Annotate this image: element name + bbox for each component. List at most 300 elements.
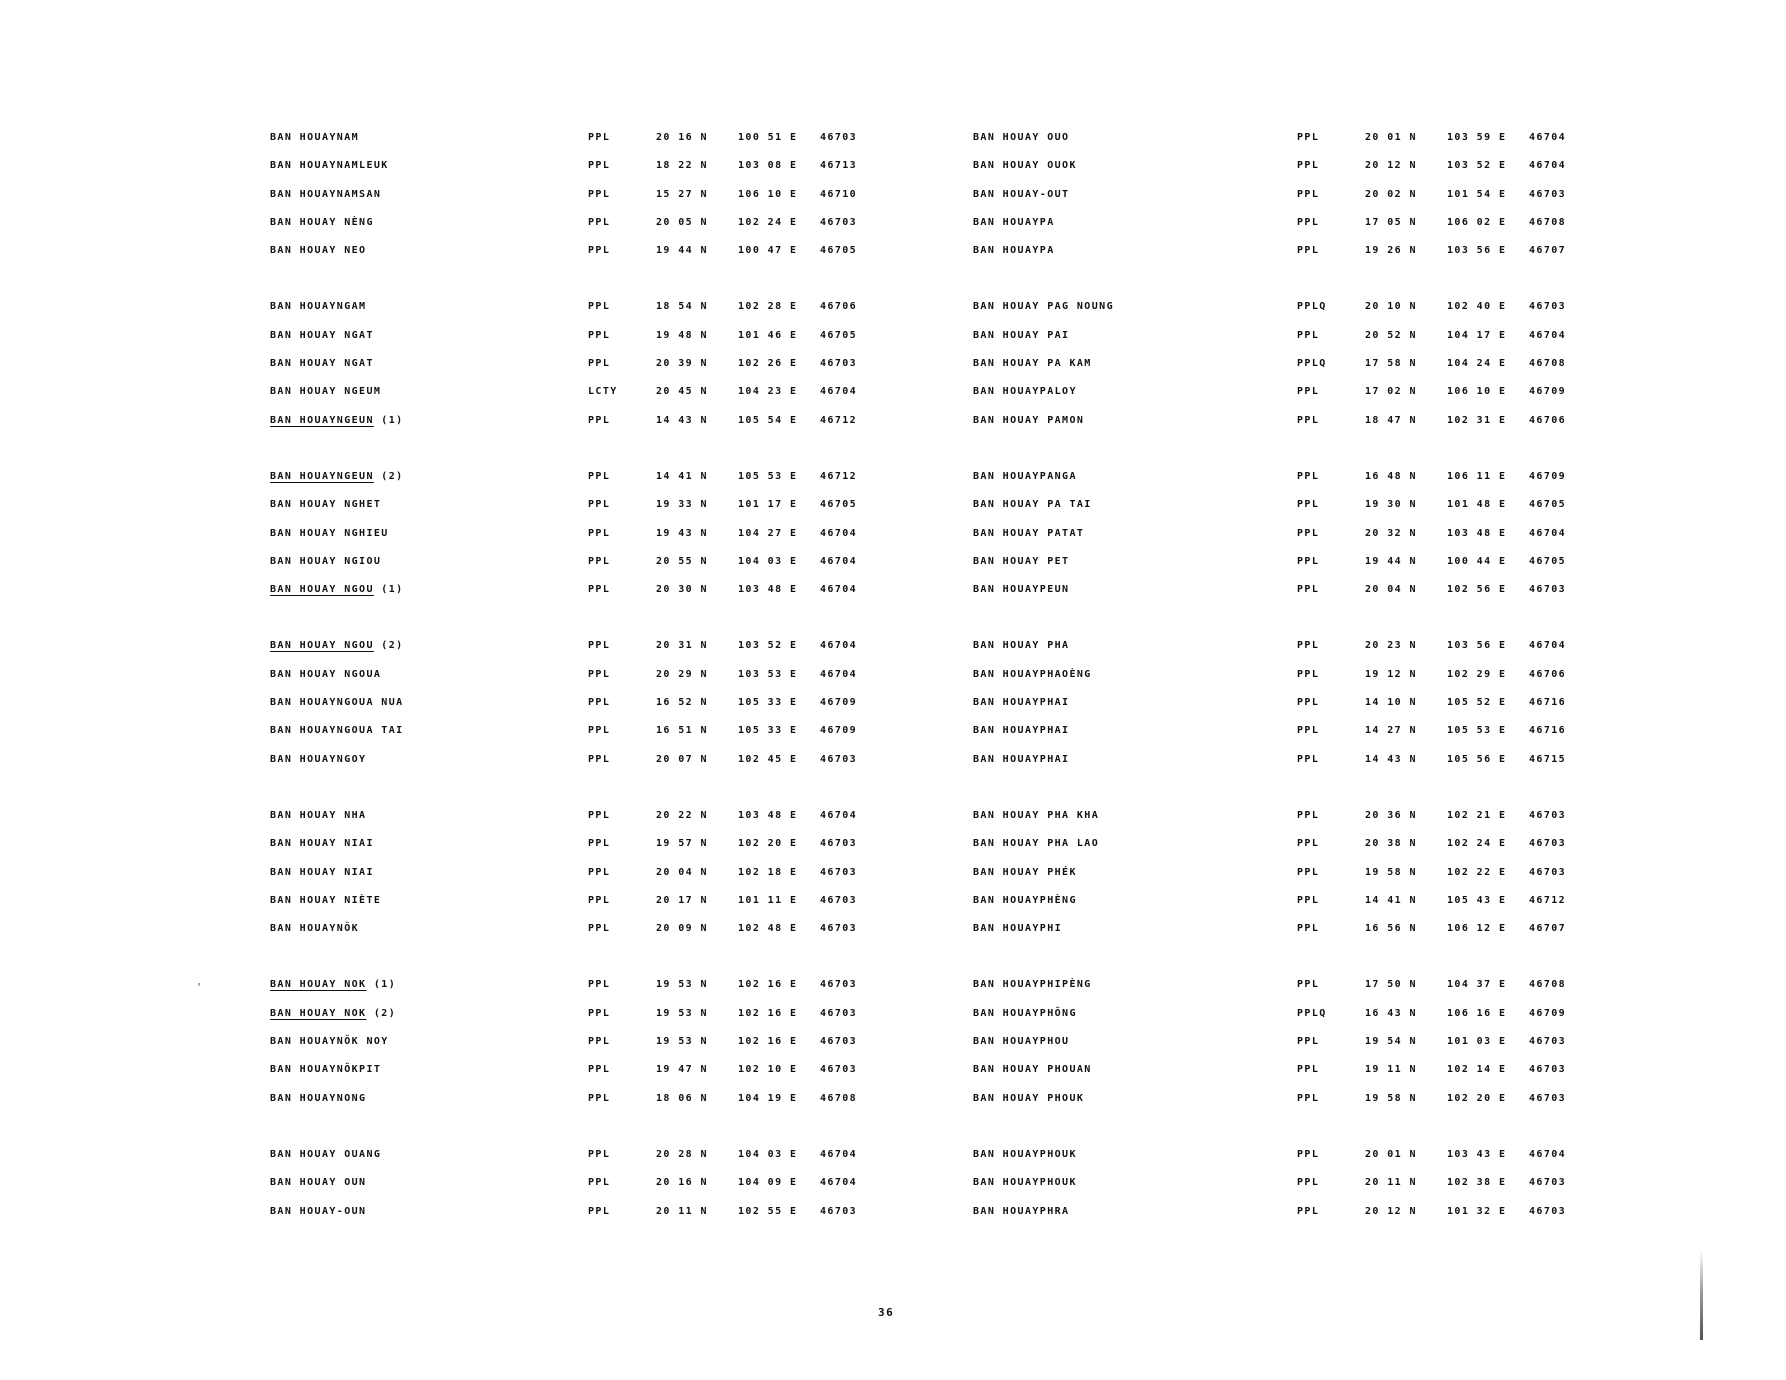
place-name (973, 979, 1092, 990)
gazetteer-entry (973, 354, 1673, 382)
place-name-text: BAN HOUAY PHA LAO (973, 838, 1100, 850)
place-name (973, 1177, 1077, 1188)
gazetteer-entry (270, 891, 970, 919)
map-sheet-code: 46703 (820, 838, 858, 850)
place-name-text: BAN HOUAYNÔKPIT (270, 1064, 382, 1076)
feature-type: PPL (1297, 527, 1320, 539)
place-name-text: BAN HOUAY OUOK (973, 160, 1077, 172)
place-name (973, 160, 1077, 171)
feature-type: PPL (1297, 555, 1320, 567)
place-name-text: BAN HOUAY NOK (270, 979, 367, 991)
gazetteer-entry (973, 1004, 1673, 1032)
place-name-text: BAN HOUAYPEUN (973, 584, 1070, 596)
map-sheet-code: 46705 (1529, 555, 1567, 567)
longitude: 103 53 E (738, 668, 798, 680)
feature-type: PPL (588, 132, 611, 143)
entry-group (973, 1145, 1673, 1230)
map-sheet-code: 46709 (820, 697, 858, 709)
place-name (270, 697, 404, 708)
latitude: 17 50 N (1365, 979, 1417, 991)
gazetteer-entry (270, 834, 970, 862)
latitude: 20 10 N (1365, 301, 1417, 313)
place-name-text: BAN HOUAYNAMSAN (270, 188, 382, 200)
longitude: 102 38 E (1447, 1177, 1507, 1189)
latitude: 20 17 N (656, 894, 708, 906)
entry-group (270, 636, 970, 777)
longitude: 106 02 E (1447, 216, 1507, 228)
map-sheet-code: 46704 (1529, 527, 1567, 539)
map-sheet-code: 46703 (1529, 1205, 1567, 1217)
longitude: 103 43 E (1447, 1148, 1507, 1160)
place-name (270, 640, 404, 651)
gazetteer-entry (270, 975, 970, 1003)
map-sheet-code: 46704 (820, 640, 858, 652)
place-name-text: BAN HOUAY PHOUK (973, 1092, 1085, 1104)
place-name-suffix: (1) (366, 979, 397, 991)
longitude: 103 52 E (1447, 160, 1507, 172)
map-sheet-code: 46704 (820, 555, 858, 567)
longitude: 106 10 E (738, 188, 798, 200)
gazetteer-entry (270, 297, 970, 325)
feature-type: PPL (588, 1205, 611, 1217)
place-name-text: BAN HOUAYPHÈNG (973, 894, 1077, 906)
gazetteer-entry (973, 1089, 1673, 1117)
map-sheet-code: 46703 (1529, 809, 1567, 821)
latitude: 16 48 N (1365, 470, 1417, 482)
gazetteer-entry (270, 495, 970, 523)
feature-type: PPL (1297, 386, 1320, 398)
gazetteer-entry (973, 693, 1673, 721)
place-name-text: BAN HOUAY PHA KHA (973, 809, 1100, 821)
map-sheet-code: 46715 (1529, 753, 1567, 765)
feature-type: PPL (588, 1177, 611, 1189)
latitude: 19 53 N (656, 1007, 708, 1019)
place-name-text: BAN HOUAYPHÔNG (973, 1007, 1077, 1019)
longitude: 105 33 E (738, 725, 798, 737)
latitude: 20 36 N (1365, 809, 1417, 821)
place-name-text: BAN HOUAY OUANG (270, 1148, 382, 1160)
place-name-text: BAN HOUAY OUO (973, 132, 1070, 143)
feature-type: PPL (588, 894, 611, 906)
latitude: 19 43 N (656, 527, 708, 539)
latitude: 17 05 N (1365, 216, 1417, 228)
latitude: 14 10 N (1365, 697, 1417, 709)
gazetteer-entry (270, 1089, 970, 1117)
map-sheet-code: 46707 (1529, 923, 1567, 935)
place-name (973, 132, 1069, 143)
feature-type: PPL (1297, 1064, 1320, 1076)
longitude: 103 08 E (738, 160, 798, 172)
longitude: 102 28 E (738, 301, 798, 313)
map-sheet-code: 46703 (1529, 866, 1567, 878)
place-name-text: BAN HOUAY PAG NOUNG (973, 301, 1114, 313)
gazetteer-entry (270, 863, 970, 891)
gazetteer-entry (270, 1145, 970, 1173)
place-name-text: BAN HOUAYNGAM (270, 301, 367, 313)
gazetteer-entry (270, 552, 970, 580)
feature-type: PPL (588, 979, 611, 991)
place-name-text: BAN HOUAYPA (973, 216, 1055, 228)
place-name-text: BAN HOUAY-OUT (973, 188, 1070, 200)
gazetteer-entry (270, 665, 970, 693)
feature-type: PPLQ (1297, 301, 1327, 313)
map-sheet-code: 46703 (820, 979, 858, 991)
latitude: 15 27 N (656, 188, 708, 200)
feature-type: PPL (1297, 160, 1320, 172)
latitude: 18 47 N (1365, 414, 1417, 426)
latitude: 20 07 N (656, 753, 708, 765)
map-sheet-code: 46706 (820, 301, 858, 313)
map-sheet-code: 46703 (820, 1036, 858, 1048)
place-name (270, 217, 374, 228)
feature-type: PPL (1297, 499, 1320, 511)
place-name (270, 979, 396, 990)
longitude: 103 59 E (1447, 132, 1507, 143)
place-name (270, 838, 374, 849)
feature-type: PPL (1297, 1205, 1320, 1217)
place-name (973, 556, 1069, 567)
place-name (973, 217, 1055, 228)
feature-type: PPL (588, 499, 611, 511)
latitude: 19 26 N (1365, 245, 1417, 257)
latitude: 14 43 N (656, 414, 708, 426)
feature-type: PPL (1297, 329, 1320, 341)
latitude: 19 44 N (656, 245, 708, 257)
gazetteer-entry (973, 834, 1673, 862)
entry-group (270, 297, 970, 438)
gazetteer-entry (270, 721, 970, 749)
gazetteer-entry (973, 241, 1673, 269)
gazetteer-entry (270, 213, 970, 241)
feature-type: PPL (1297, 697, 1320, 709)
place-name-text: BAN HOUAY NGHIEU (270, 527, 389, 539)
gazetteer-entry (270, 185, 970, 213)
gazetteer-entry (973, 297, 1673, 325)
gazetteer-entry (270, 156, 970, 184)
map-sheet-code: 46710 (820, 188, 858, 200)
latitude: 20 04 N (656, 866, 708, 878)
map-sheet-code: 46703 (820, 923, 858, 935)
gazetteer-entry (270, 354, 970, 382)
longitude: 103 56 E (1447, 245, 1507, 257)
place-name-suffix: (1) (373, 414, 404, 426)
entry-group (973, 636, 1673, 777)
place-name-text: BAN HOUAYPHOUK (973, 1177, 1077, 1189)
place-name-text: BAN HOUAYNONG (270, 1092, 367, 1104)
place-name-text: BAN HOUAYNAMLEUK (270, 160, 389, 172)
longitude: 104 37 E (1447, 979, 1507, 991)
feature-type: PPL (1297, 923, 1320, 935)
map-sheet-code: 46703 (1529, 1064, 1567, 1076)
longitude: 101 17 E (738, 499, 798, 511)
map-sheet-code: 46703 (820, 1007, 858, 1019)
gazetteer-entry (973, 552, 1673, 580)
latitude: 14 41 N (1365, 894, 1417, 906)
latitude: 16 43 N (1365, 1007, 1417, 1019)
feature-type: PPL (1297, 216, 1320, 228)
place-name (270, 669, 381, 680)
feature-type: PPL (1297, 668, 1320, 680)
longitude: 101 11 E (738, 894, 798, 906)
longitude: 102 40 E (1447, 301, 1507, 313)
place-name-text: BAN HOUAY NGOU (270, 584, 374, 596)
longitude: 102 16 E (738, 1036, 798, 1048)
gazetteer-entry (270, 1202, 970, 1230)
gazetteer-entry (270, 750, 970, 778)
feature-type: PPL (588, 1092, 611, 1104)
latitude: 18 06 N (656, 1092, 708, 1104)
place-name-text: BAN HOUAY PA KAM (973, 358, 1092, 370)
place-name (973, 301, 1114, 312)
feature-type: PPL (588, 753, 611, 765)
feature-type: PPL (1297, 725, 1320, 737)
longitude: 102 10 E (738, 1064, 798, 1076)
place-name (973, 895, 1077, 906)
feature-type: PPL (588, 640, 611, 652)
place-name (973, 697, 1069, 708)
map-sheet-code: 46703 (820, 132, 858, 143)
place-name-text: BAN HOUAYNGOUA TAI (270, 725, 404, 737)
entry-group (270, 806, 970, 947)
feature-type: PPL (1297, 838, 1320, 850)
place-name (973, 386, 1077, 397)
map-sheet-code: 46704 (820, 668, 858, 680)
place-name (270, 330, 374, 341)
place-name-text: BAN HOUAYNGEUN (270, 414, 374, 426)
place-name-text: BAN HOUAY NIAI (270, 838, 374, 850)
feature-type: PPL (588, 668, 611, 680)
latitude: 17 58 N (1365, 358, 1417, 370)
place-name-text: BAN HOUAY-OUN (270, 1205, 367, 1217)
place-name-text: BAN HOUAYPHAOÈNG (973, 668, 1092, 680)
feature-type: PPL (588, 1036, 611, 1048)
feature-type: PPL (1297, 979, 1320, 991)
gazetteer-entry (973, 213, 1673, 241)
place-name-text: BAN HOUAYNGOUA NUA (270, 697, 404, 709)
latitude: 20 22 N (656, 809, 708, 821)
map-sheet-code: 46703 (1529, 1036, 1567, 1048)
longitude: 102 55 E (738, 1205, 798, 1217)
gazetteer-entry (270, 1032, 970, 1060)
longitude: 103 52 E (738, 640, 798, 652)
map-sheet-code: 46704 (1529, 329, 1567, 341)
feature-type: PPL (588, 725, 611, 737)
stray-mark: ' (196, 982, 203, 993)
longitude: 106 11 E (1447, 470, 1507, 482)
longitude: 100 51 E (738, 132, 798, 143)
longitude: 105 56 E (1447, 753, 1507, 765)
feature-type: PPL (588, 414, 611, 426)
map-sheet-code: 46703 (820, 358, 858, 370)
place-name (270, 895, 381, 906)
latitude: 19 53 N (656, 1036, 708, 1048)
place-name (270, 1093, 366, 1104)
place-name (973, 415, 1084, 426)
map-sheet-code: 46708 (1529, 216, 1567, 228)
place-name (270, 1206, 366, 1217)
feature-type: PPLQ (1297, 1007, 1327, 1019)
longitude: 104 23 E (738, 386, 798, 398)
gazetteer-entry (270, 1060, 970, 1088)
gazetteer-entry (270, 524, 970, 552)
latitude: 14 41 N (656, 470, 708, 482)
latitude: 20 11 N (656, 1205, 708, 1217)
place-name-text: BAN HOUAY PET (973, 555, 1070, 567)
feature-type: PPL (588, 1148, 611, 1160)
gazetteer-entry (973, 1202, 1673, 1230)
feature-type: PPL (588, 1064, 611, 1076)
map-sheet-code: 46703 (820, 216, 858, 228)
feature-type: PPL (1297, 1148, 1320, 1160)
place-name (270, 245, 366, 256)
page-number: 36 (878, 1306, 895, 1319)
place-name (270, 499, 381, 510)
feature-type: LCTY (588, 386, 618, 398)
gazetteer-entry (973, 156, 1673, 184)
place-name (973, 245, 1055, 256)
longitude: 105 53 E (738, 470, 798, 482)
gazetteer-entry (973, 382, 1673, 410)
map-sheet-code: 46703 (1529, 838, 1567, 850)
place-name-text: BAN HOUAYPHAI (973, 753, 1070, 765)
feature-type: PPLQ (1297, 358, 1327, 370)
place-name-text: BAN HOUAYPHAI (973, 725, 1070, 737)
place-name-text: BAN HOUAYPHRA (973, 1205, 1070, 1217)
place-name-text: BAN HOUAY NHA (270, 809, 367, 821)
gazetteer-entry (973, 1173, 1673, 1201)
latitude: 20 39 N (656, 358, 708, 370)
gazetteer-entry (973, 1145, 1673, 1173)
gazetteer-entry (973, 1060, 1673, 1088)
place-name (270, 725, 404, 736)
place-name (973, 923, 1062, 934)
entry-group (973, 467, 1673, 608)
longitude: 102 24 E (738, 216, 798, 228)
feature-type: PPL (588, 1007, 611, 1019)
latitude: 20 09 N (656, 923, 708, 935)
longitude: 102 21 E (1447, 809, 1507, 821)
latitude: 19 48 N (656, 329, 708, 341)
place-name (270, 160, 389, 171)
latitude: 19 47 N (656, 1064, 708, 1076)
place-name-suffix: (2) (373, 470, 404, 482)
feature-type: PPL (588, 160, 611, 172)
place-name-text: BAN HOUAY NGOUA (270, 668, 382, 680)
latitude: 19 30 N (1365, 499, 1417, 511)
gazetteer-entry (270, 693, 970, 721)
gazetteer-entry (973, 750, 1673, 778)
entry-group (270, 467, 970, 608)
latitude: 19 53 N (656, 979, 708, 991)
longitude: 103 56 E (1447, 640, 1507, 652)
place-name-text: BAN HOUAYNÔK (270, 923, 360, 935)
place-name-text: BAN HOUAYNÔK NOY (270, 1036, 389, 1048)
place-name (973, 838, 1099, 849)
place-name (973, 1093, 1084, 1104)
place-name-text: BAN HOUAY NGAT (270, 329, 374, 341)
latitude: 20 55 N (656, 555, 708, 567)
place-name-text: BAN HOUAY NGEUM (270, 386, 382, 398)
entry-group (973, 297, 1673, 438)
map-sheet-code: 46703 (1529, 301, 1567, 313)
map-sheet-code: 46709 (1529, 470, 1567, 482)
place-name-text: BAN HOUAY NOK (270, 1007, 367, 1019)
latitude: 20 45 N (656, 386, 708, 398)
gazetteer-entry (973, 185, 1673, 213)
map-sheet-code: 46707 (1529, 245, 1567, 257)
longitude: 105 53 E (1447, 725, 1507, 737)
map-sheet-code: 46716 (1529, 725, 1567, 737)
map-sheet-code: 46703 (1529, 188, 1567, 200)
feature-type: PPL (588, 697, 611, 709)
longitude: 104 09 E (738, 1177, 798, 1189)
place-name-text: BAN HOUAYPALOY (973, 386, 1077, 398)
place-name-text: BAN HOUAY NIAI (270, 866, 374, 878)
place-name-text: BAN HOUAY PA TAI (973, 499, 1092, 511)
place-name (973, 1064, 1092, 1075)
entry-group (270, 128, 970, 269)
place-name-text: BAN HOUAY NEO (270, 245, 367, 257)
place-name (973, 754, 1069, 765)
map-sheet-code: 46705 (820, 499, 858, 511)
latitude: 19 57 N (656, 838, 708, 850)
gazetteer-entry (973, 580, 1673, 608)
longitude: 103 48 E (738, 584, 798, 596)
place-name (973, 867, 1077, 878)
map-sheet-code: 46706 (1529, 414, 1567, 426)
place-name (270, 471, 404, 482)
feature-type: PPL (588, 527, 611, 539)
place-name-text: BAN HOUAYPHAI (973, 697, 1070, 709)
map-sheet-code: 46704 (820, 527, 858, 539)
feature-type: PPL (588, 245, 611, 257)
place-name-text: BAN HOUAYPANGA (973, 470, 1077, 482)
latitude: 20 12 N (1365, 1205, 1417, 1217)
latitude: 18 22 N (656, 160, 708, 172)
latitude: 20 52 N (1365, 329, 1417, 341)
longitude: 104 27 E (738, 527, 798, 539)
longitude: 105 54 E (738, 414, 798, 426)
map-sheet-code: 46704 (1529, 160, 1567, 172)
latitude: 16 56 N (1365, 923, 1417, 935)
entry-group (973, 806, 1673, 947)
longitude: 105 43 E (1447, 894, 1507, 906)
gazetteer-entry (270, 411, 970, 439)
feature-type: PPL (1297, 753, 1320, 765)
place-name (270, 1036, 389, 1047)
place-name-text: BAN HOUAY PAMON (973, 414, 1085, 426)
latitude: 19 33 N (656, 499, 708, 511)
place-name (270, 556, 381, 567)
feature-type: PPL (588, 923, 611, 935)
place-name-suffix: (2) (366, 1007, 397, 1019)
place-name (270, 1177, 366, 1188)
longitude: 101 03 E (1447, 1036, 1507, 1048)
feature-type: PPL (1297, 1036, 1320, 1048)
map-sheet-code: 46708 (1529, 979, 1567, 991)
place-name (270, 528, 389, 539)
place-name (270, 584, 404, 595)
place-name-text: BAN HOUAY NGIOU (270, 555, 382, 567)
feature-type: PPL (1297, 188, 1320, 200)
place-name-text: BAN HOUAYPHI (973, 923, 1063, 935)
gazetteer-entry (973, 495, 1673, 523)
latitude: 20 11 N (1365, 1177, 1417, 1189)
map-sheet-code: 46704 (1529, 1148, 1567, 1160)
gazetteer-entry (973, 721, 1673, 749)
map-sheet-code: 46703 (820, 1205, 858, 1217)
place-name (973, 669, 1092, 680)
